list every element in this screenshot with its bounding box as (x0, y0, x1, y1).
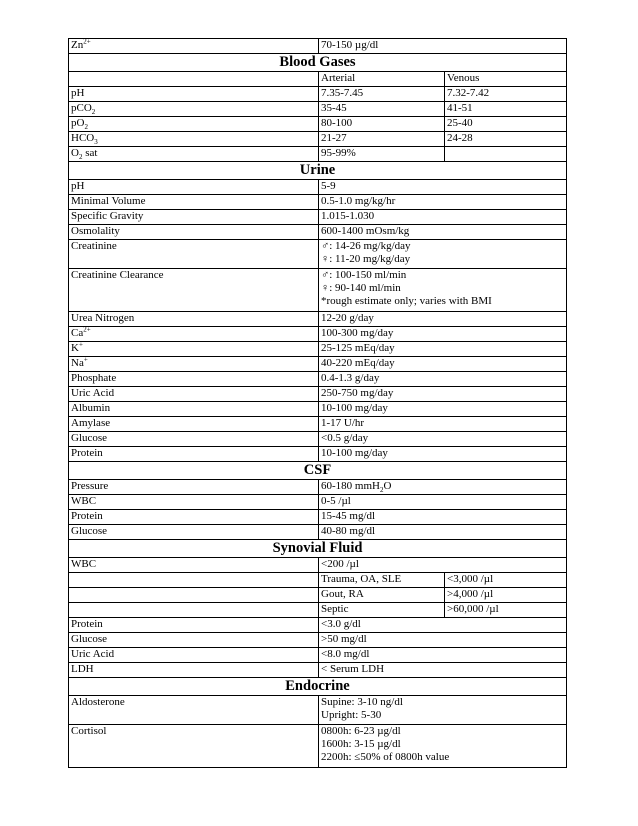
analyte-value (319, 240, 567, 269)
analyte-value: 0.4-1.3 g/day (319, 372, 567, 387)
table-row (69, 269, 567, 312)
analyte-name: Specific Gravity (69, 210, 319, 225)
analyte-name: K+ (69, 342, 319, 357)
analyte-name: $Zn^{2+}$ (69, 39, 319, 54)
table-row (69, 195, 567, 210)
analyte-name: Glucose (69, 525, 319, 540)
analyte-name: $pO_2$ (69, 117, 319, 132)
analyte-name: Protein (69, 618, 319, 633)
analyte-name: pCO$_2$ (69, 102, 319, 117)
value-line: ♀: 90-140 ml/min (321, 282, 401, 294)
analyte-name: Creatinine Clearance (69, 269, 319, 312)
table-row (69, 342, 567, 357)
table-row (69, 633, 567, 648)
condition-value: >60,000 /µl (445, 603, 567, 618)
analyte-value: 1.015-1.030 (319, 210, 567, 225)
condition-label: Gout, RA (319, 588, 445, 603)
table-row (69, 402, 567, 417)
value-line: 0800h: 6-23 µg/dl (321, 725, 401, 737)
section-title-synovial-fluid: Synovial Fluid (69, 540, 567, 558)
condition-label: Septic (319, 603, 445, 618)
table-row (69, 525, 567, 540)
analyte-name: $O_2$ sat (69, 147, 319, 162)
empty-cell (69, 573, 319, 588)
analyte-name: Aldosterone (69, 696, 319, 725)
table-row (69, 663, 567, 678)
column-header-venous: Venous (445, 72, 567, 87)
section-header (69, 540, 567, 558)
condition-label: Trauma, OA, SLE (319, 573, 445, 588)
section-header (69, 54, 567, 72)
analyte-name: Uric Acid (69, 648, 319, 663)
analyte-name: Protein (69, 510, 319, 525)
analyte-value: <0.5 g/day (319, 432, 567, 447)
analyte-name: $HCO_3$ (69, 132, 319, 147)
analyte-value: 40-220 mEq/day (319, 357, 567, 372)
analyte-value: 12-20 g/day (319, 312, 567, 327)
section-header (69, 462, 567, 480)
table-row (69, 357, 567, 372)
analyte-value: 1-17 U/hr (319, 417, 567, 432)
analyte-value: 0-5 /µl (319, 495, 567, 510)
analyte-name: Phosphate (69, 372, 319, 387)
table-row (69, 117, 567, 132)
venous-value: 41-51 (445, 102, 567, 117)
table-row (69, 417, 567, 432)
column-header-arterial: Arterial (319, 72, 445, 87)
value-line: ♂: 100-150 ml/min (321, 269, 407, 281)
analyte-name: Glucose (69, 633, 319, 648)
reference-sheet (68, 38, 566, 768)
table-row (69, 495, 567, 510)
empty-cell (69, 603, 319, 618)
analyte-name: Osmolality (69, 225, 319, 240)
venous-value: 7.32-7.42 (445, 87, 567, 102)
section-title-endocrine: Endocrine (69, 678, 567, 696)
analyte-value: <8.0 mg/dl (319, 648, 567, 663)
empty-cell (69, 588, 319, 603)
table-row (69, 696, 567, 725)
analyte-value: >50 mg/dl (319, 633, 567, 648)
table-row (69, 573, 567, 588)
lab-values-table (68, 38, 567, 768)
analyte-value: 10-100 mg/day (319, 402, 567, 417)
table-row (69, 588, 567, 603)
table-row (69, 312, 567, 327)
table-row (69, 327, 567, 342)
table-row (69, 432, 567, 447)
arterial-value: 35-45 (319, 102, 445, 117)
table-row (69, 447, 567, 462)
table-row (69, 102, 567, 117)
analyte-value: 600-1400 mOsm/kg (319, 225, 567, 240)
table-row (69, 725, 567, 768)
table-row (69, 39, 567, 54)
analyte-name: Glucose (69, 432, 319, 447)
analyte-name: Urea Nitrogen (69, 312, 319, 327)
analyte-value: <200 /µl (319, 558, 567, 573)
section-title-blood-gases: Blood Gases (69, 54, 567, 72)
arterial-value: 95-99% (319, 147, 445, 162)
table-row (69, 210, 567, 225)
table-row (69, 648, 567, 663)
table-row (69, 603, 567, 618)
section-title-urine: Urine (69, 162, 567, 180)
analyte-value: 0.5-1.0 mg/kg/hr (319, 195, 567, 210)
analyte-value (319, 725, 567, 768)
table-row (69, 387, 567, 402)
condition-value: <3,000 /µl (445, 573, 567, 588)
table-row (69, 510, 567, 525)
analyte-name: pH (69, 180, 319, 195)
analyte-name: Protein (69, 447, 319, 462)
section-title-csf: CSF (69, 462, 567, 480)
analyte-name: Minimal Volume (69, 195, 319, 210)
analyte-value: 100-300 mg/day (319, 327, 567, 342)
value-note: *rough estimate only; varies with BMI (321, 295, 492, 307)
analyte-value: <3.0 g/dl (319, 618, 567, 633)
section-header (69, 678, 567, 696)
table-row (69, 480, 567, 495)
condition-value: >4,000 /µl (445, 588, 567, 603)
analyte-name: Uric Acid (69, 387, 319, 402)
analyte-value: 5-9 (319, 180, 567, 195)
analyte-name: Albumin (69, 402, 319, 417)
analyte-name: Creatinine (69, 240, 319, 269)
analyte-name: LDH (69, 663, 319, 678)
analyte-value (319, 269, 567, 312)
analyte-value: 40-80 mg/dl (319, 525, 567, 540)
table-row (69, 558, 567, 573)
analyte-name: Amylase (69, 417, 319, 432)
empty-cell (445, 147, 567, 162)
value-line: 2200h: ≤50% of 0800h value (321, 751, 450, 763)
analyte-value: 15-45 mg/dl (319, 510, 567, 525)
analyte-name: Na+ (69, 357, 319, 372)
table-row (69, 180, 567, 195)
analyte-value: 10-100 mg/day (319, 447, 567, 462)
value-line: Supine: 3-10 ng/dl (321, 696, 403, 708)
analyte-value: 25-125 mEq/day (319, 342, 567, 357)
analyte-name: WBC (69, 495, 319, 510)
section-header (69, 162, 567, 180)
table-row (69, 147, 567, 162)
empty-cell (69, 72, 319, 87)
arterial-value: 80-100 (319, 117, 445, 132)
value-line: Upright: 5-30 (321, 709, 382, 721)
value-line: ♂: 14-26 mg/kg/day (321, 240, 411, 252)
table-row (69, 240, 567, 269)
table-row (69, 618, 567, 633)
value-line: 1600h: 3-15 µg/dl (321, 738, 401, 750)
analyte-value: < Serum LDH (319, 663, 567, 678)
arterial-value: 21-27 (319, 132, 445, 147)
analyte-name: Pressure (69, 480, 319, 495)
table-row (69, 132, 567, 147)
analyte-name: Cortisol (69, 725, 319, 768)
analyte-name: $Ca^{2+}$ (69, 327, 319, 342)
analyte-name: pH (69, 87, 319, 102)
venous-value: 25-40 (445, 117, 567, 132)
table-row (69, 225, 567, 240)
analyte-value: 70-150 µg/dl (319, 39, 567, 54)
table-row (69, 372, 567, 387)
analyte-value (319, 696, 567, 725)
table-row (69, 72, 567, 87)
venous-value: 24-28 (445, 132, 567, 147)
analyte-value: 250-750 mg/day (319, 387, 567, 402)
arterial-value: 7.35-7.45 (319, 87, 445, 102)
analyte-value: 60-180 mmH$_2$O (319, 480, 567, 495)
value-line: ♀: 11-20 mg/kg/day (321, 253, 411, 265)
table-row (69, 87, 567, 102)
analyte-name: WBC (69, 558, 319, 573)
